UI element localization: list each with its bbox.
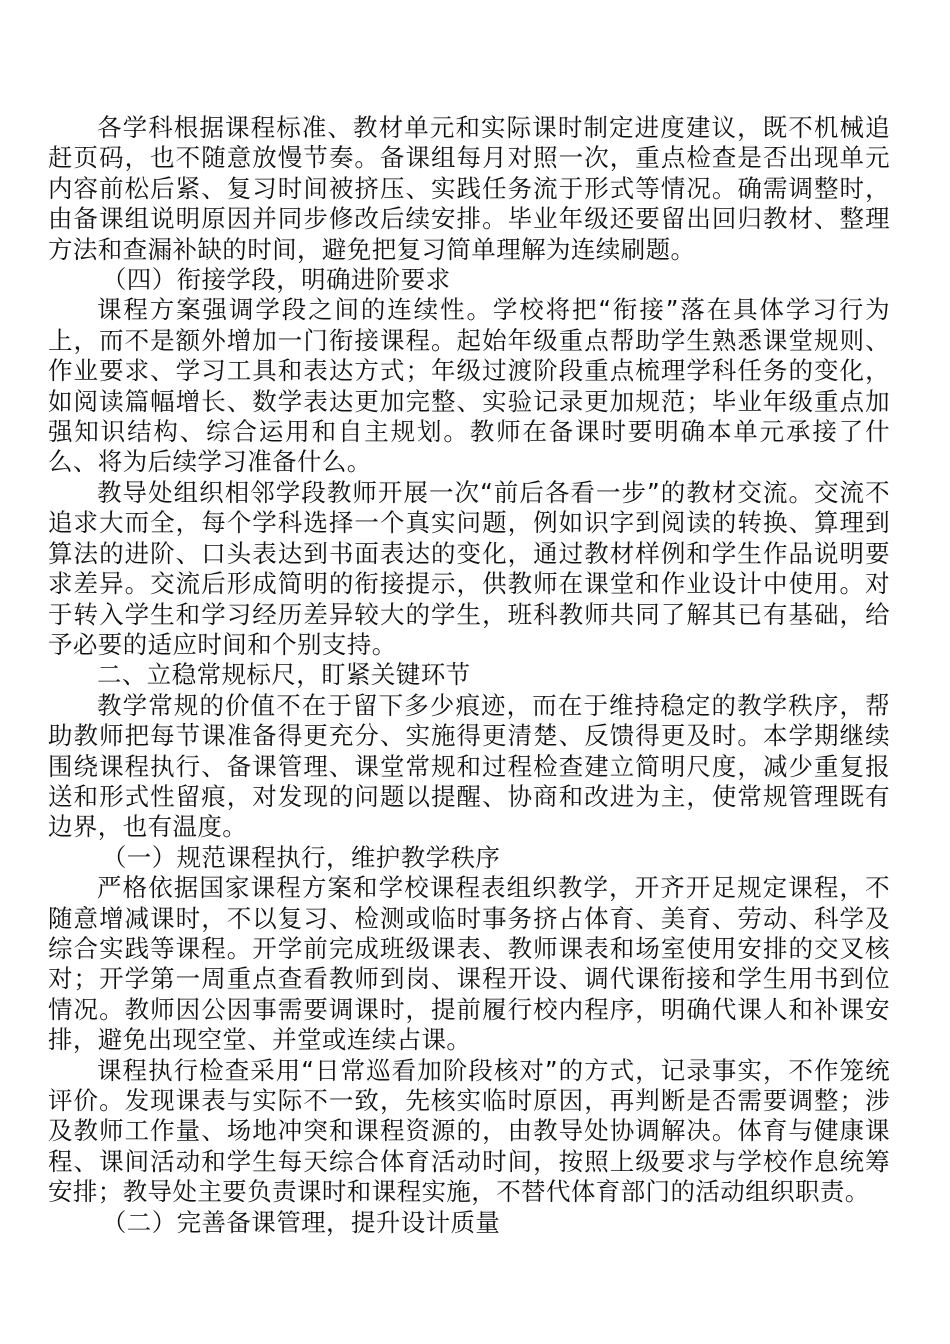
paragraph-execution-inspection: 课程执行检查采用“日常巡看加阶段核对”的方式，记录事实，不作笼统评价。发现课表与实际不一致，先核实临时原因，再判断是否需要调整；涉及教师工作量、场地冲突和课程资源的，由教导处协调解决。体育与健康课程、课间活动和学生每天综合体育活动时间，按照上级要求与学校作息统筹安排；教导处主要负责课时和课程实施，不替代体育部门的活动组织职责。	[48, 1055, 890, 1207]
paragraph-stage-continuity: 课程方案强调学段之间的连续性。学校将把“衔接”落在具体学习行为上，而不是额外增加一门衔接课程。起始年级重点帮助学生熟悉课堂规则、作业要求、学习工具和表达方式；年级过渡阶段重点梳理学科任务的变化，如阅读篇幅增长、数学表达更加完整、实验记录更加规范；毕业年级重点加强知识结构、综合运用和自主规划。教师在备课时要明确本单元承接了什么、将为后续学习准备什么。	[48, 295, 890, 477]
paragraph-progress-suggestions: 各学科根据课程标准、教材单元和实际课时制定进度建议，既不机械追赶页码，也不随意放慢节奏。备课组每月对照一次，重点检查是否出现单元内容前松后紧、复习时间被挤压、实践任务流于形式等情况。确需调整时，由备课组说明原因并同步修改后续安排。毕业年级还要留出回归教材、整理方法和查漏补缺的时间，避免把复习简单理解为连续刷题。	[48, 113, 890, 264]
subheading-stage-connection: （四）衔接学段，明确进阶要求	[101, 265, 451, 295]
paragraph-curriculum-compliance: 严格依据国家课程方案和学校课程表组织教学，开齐开足规定课程，不随意增减课时，不以复习、检测或临时事务挤占体育、美育、劳动、科学及综合实践等课程。开学前完成班级课表、教师课表和场室使用安排的交叉核对；开学第一周重点查看教师到岗、课程开设、调代课衔接和学生用书到位情况。教师因公因事需要调课时，提前履行校内程序，明确代课人和补课安排，避免出现空堂、并堂或连续占课。	[48, 873, 890, 1055]
subheading-course-execution: （一）规范课程执行，维护教学秩序	[101, 842, 501, 872]
paragraph-textbook-exchange: 教导处组织相邻学段教师开展一次“前后各看一步”的教材交流。交流不追求大而全，每个学科选择一个真实问题，例如识字到阅读的转换、算理到算法的进阶、口头表达到书面表达的变化，通过教材样例和学生作品说明要求差异。交流后形成简明的衔接提示，供教师在课堂和作业设计中使用。对于转入学生和学习经历差异较大的学生，班科教师共同了解其已有基础，给予必要的适应时间和个别支持。	[48, 477, 890, 659]
document-body	[48, 113, 890, 1238]
subheading-lesson-preparation: （二）完善备课管理，提升设计质量	[101, 1207, 501, 1237]
section-heading-routine-standards: 二、立稳常规标尺，盯紧关键环节	[97, 660, 471, 690]
paragraph-routine-value: 教学常规的价值不在于留下多少痕迹，而在于维持稳定的教学秩序，帮助教师把每节课准备得更充分、实施得更清楚、反馈得更及时。本学期继续围绕课程执行、备课管理、课堂常规和过程检查建立简明尺度，减少重复报送和形式性留痕，对发现的问题以提醒、协商和改进为主，使常规管理既有边界，也有温度。	[48, 690, 890, 842]
